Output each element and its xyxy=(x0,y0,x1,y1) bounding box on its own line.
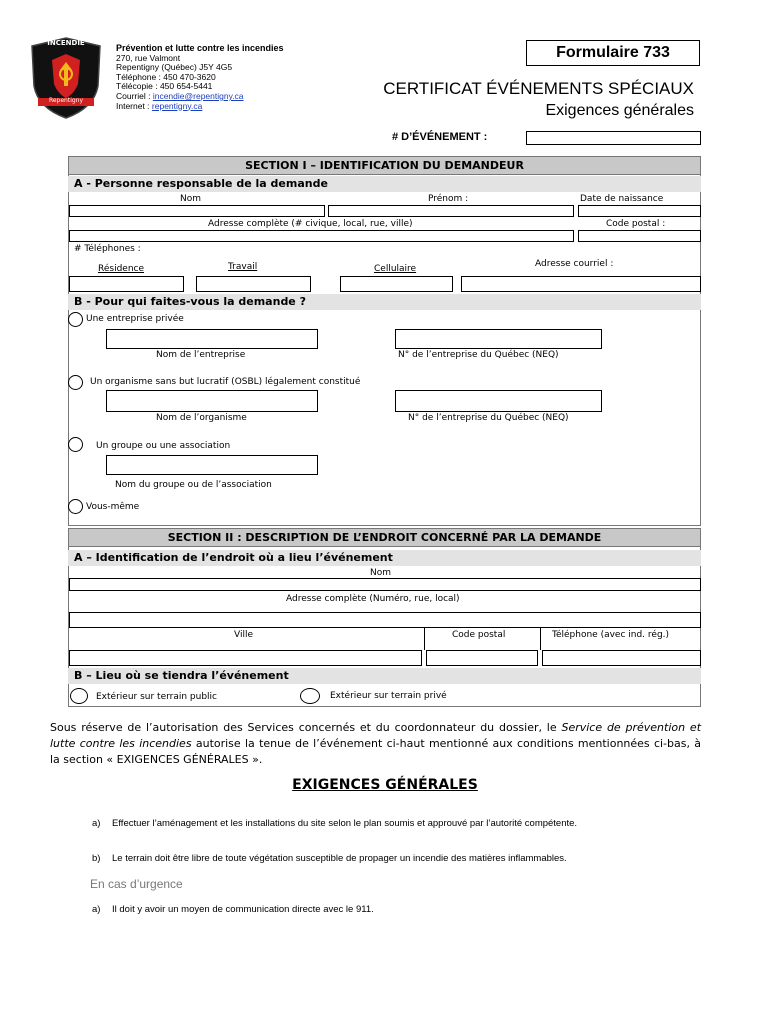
vous-meme-option-label: Vous-même xyxy=(86,502,140,512)
org-contact-block xyxy=(116,44,284,111)
entreprise-neq-label: N° de l’entreprise du Québec (NEQ) xyxy=(398,350,559,360)
work-phone-input[interactable] xyxy=(196,276,311,292)
courriel-label: Adresse courriel : xyxy=(535,259,614,269)
lieu-code-postal-input[interactable] xyxy=(426,650,538,666)
event-number-label: # D’ÉVÉNEMENT : xyxy=(392,131,488,143)
code-postal-input[interactable] xyxy=(578,230,701,242)
intro-paragraph: Sous réserve de l’autorisation des Services concernés et du coordonnateur du dossier, le Service de prévention et lutte contre les incendies autorise la tenue de l’événement ci-haut mentionné aux conditions mentionnées ci-bas, à la section « EXIGENCES GÉNÉRALES ». xyxy=(50,721,702,766)
fax-number: Télécopie : 450 654-5441 xyxy=(116,81,213,92)
entreprise-neq-input[interactable] xyxy=(395,329,602,349)
entreprise-name-input[interactable] xyxy=(106,329,318,349)
lieu-nom-label: Nom xyxy=(370,568,392,578)
radio-groupe[interactable] xyxy=(68,437,83,452)
entreprise-option-label: Une entreprise privée xyxy=(86,314,184,324)
form-number-box xyxy=(526,40,700,66)
lieu-adresse-label: Adresse complète (Numéro, rue, local) xyxy=(286,594,460,604)
page-title: CERTIFICAT ÉVÉNEMENTS SPÉCIAUX xyxy=(383,79,694,98)
email-link[interactable]: incendie@repentigny.ca xyxy=(152,90,244,101)
section2-header: SECTION II : DESCRIPTION DE L’ENDROIT CONCERNÉ PAR LA DEMANDE xyxy=(68,528,701,547)
groupe-name-input[interactable] xyxy=(106,455,318,475)
entreprise-name-label: Nom de l’entreprise xyxy=(156,350,246,360)
section2-b-header: B – Lieu où se tiendra l’événement xyxy=(68,668,701,684)
radio-vous-meme[interactable] xyxy=(68,499,83,514)
radio-osbl[interactable] xyxy=(68,375,83,390)
section2-a-header: A – Identification de l’endroit où a lieu l’événement xyxy=(68,550,701,566)
prenom-input[interactable] xyxy=(328,205,574,217)
requirement-b: Le terrain doit être libre de toute végétation susceptible de propager un incendie des matières inflammables. xyxy=(112,853,567,864)
requirement-a-marker: a) xyxy=(92,818,101,829)
radio-terrain-prive[interactable] xyxy=(300,688,320,704)
phone-number: Téléphone : 450 470-3620 xyxy=(116,71,216,82)
urgence-heading: En cas d’urgence xyxy=(90,877,183,891)
cell-phone-input[interactable] xyxy=(340,276,453,292)
groupe-option-label: Un groupe ou une association xyxy=(96,441,231,451)
adresse-input[interactable] xyxy=(69,230,574,242)
birthdate-label: Date de naissance xyxy=(580,194,664,204)
requirement-c: Il doit y avoir un moyen de communication directe avec le 911. xyxy=(112,904,374,915)
osbl-name-label: Nom de l’organisme xyxy=(156,413,247,423)
lieu-ville-label: Ville xyxy=(234,630,253,640)
section1-header: SECTION I – IDENTIFICATION DU DEMANDEUR xyxy=(68,156,701,175)
address-line1: 270, rue Valmont xyxy=(116,52,181,63)
residence-label: Résidence xyxy=(98,264,145,274)
requirement-b-marker: b) xyxy=(92,853,101,864)
fire-department-logo xyxy=(28,36,104,120)
prenom-label: Prénom : xyxy=(428,194,469,204)
nom-label: Nom xyxy=(180,194,202,204)
service-name: Service de prévention et lutte contre les incendies xyxy=(50,721,702,750)
logo-text-bottom: Repentigny xyxy=(48,97,84,104)
website-link[interactable]: repentigny.ca xyxy=(151,100,203,111)
postal-divider xyxy=(540,628,541,650)
org-name: Prévention et lutte contre les incendies xyxy=(116,43,284,53)
radio-terrain-public[interactable] xyxy=(70,688,88,704)
lieu-code-postal-label: Code postal xyxy=(452,630,506,640)
requirement-c-marker: a) xyxy=(92,904,101,915)
lieu-ville-input[interactable] xyxy=(69,650,422,666)
code-postal-label: Code postal : xyxy=(606,219,666,229)
email-line: Courriel : incendie@repentigny.ca xyxy=(116,90,244,101)
birthdate-input[interactable] xyxy=(578,205,701,217)
osbl-neq-input[interactable] xyxy=(395,390,602,412)
travail-label: Travail xyxy=(228,262,258,272)
exigences-heading: EXIGENCES GÉNÉRALES xyxy=(292,777,478,793)
cellulaire-label: Cellulaire xyxy=(374,264,417,274)
page-subtitle: Exigences générales xyxy=(545,102,694,119)
osbl-option-label: Un organisme sans but lucratif (OSBL) légalement constitué xyxy=(90,377,361,387)
logo-text-top: INCENDIE xyxy=(47,39,85,47)
nom-input[interactable] xyxy=(69,205,325,217)
web-line: Internet : repentigny.ca xyxy=(116,100,203,111)
section1-a-header: A - Personne responsable de la demande xyxy=(68,176,701,192)
form-number: Formulaire 733 xyxy=(556,44,670,61)
telephones-label: # Téléphones : xyxy=(74,244,141,254)
email-input[interactable] xyxy=(461,276,701,292)
ville-divider xyxy=(424,628,425,650)
groupe-name-label: Nom du groupe ou de l’association xyxy=(115,480,272,490)
address-line2: Repentigny (Québec) J5Y 4G5 xyxy=(116,62,233,73)
fire-shield-icon xyxy=(28,36,104,120)
lieu-telephone-label: Téléphone (avec ind. rég.) xyxy=(552,630,670,640)
osbl-name-input[interactable] xyxy=(106,390,318,412)
terrain-prive-label: Extérieur sur terrain privé xyxy=(330,691,447,701)
radio-entreprise[interactable] xyxy=(68,312,83,327)
lieu-adresse-input[interactable] xyxy=(69,612,701,628)
requirement-a: Effectuer l’aménagement et les installations du site selon le plan soumis et approuvé par l’autorité compétente. xyxy=(112,818,578,829)
lieu-nom-input[interactable] xyxy=(69,578,701,591)
section1-b-header: B - Pour qui faites-vous la demande ? xyxy=(68,294,701,310)
lieu-telephone-input[interactable] xyxy=(542,650,701,666)
event-number-input[interactable] xyxy=(526,131,701,145)
residence-phone-input[interactable] xyxy=(69,276,184,292)
adresse-label: Adresse complète (# civique, local, rue, ville) xyxy=(208,219,413,229)
terrain-public-label: Extérieur sur terrain public xyxy=(96,692,218,702)
osbl-neq-label: N° de l’entreprise du Québec (NEQ) xyxy=(408,413,569,423)
